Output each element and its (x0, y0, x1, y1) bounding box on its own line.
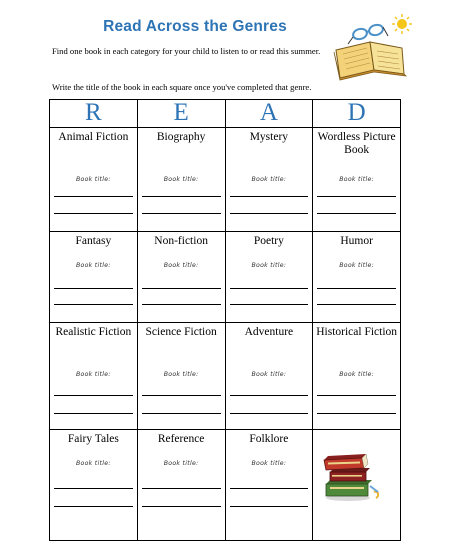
instruction-find: Find one book in each category for your child to listen to or read this summer. (52, 46, 321, 56)
write-line[interactable] (230, 196, 309, 197)
genre-cell-folklore (225, 429, 313, 540)
write-line[interactable] (142, 413, 221, 414)
genre-name: Fairy Tales (67, 432, 119, 445)
grid-letter-a: A (225, 100, 313, 128)
genre-cell-fantasy (50, 232, 138, 322)
page-title: Read Across the Genres (103, 18, 287, 35)
book-title-label: Book title: (163, 370, 199, 378)
genre-cell-historical-fiction (313, 322, 401, 429)
instruction-write: Write the title of the book in each square once you've completed that genre. (52, 82, 312, 92)
write-line[interactable] (142, 304, 221, 305)
genre-name: Mystery (249, 131, 289, 144)
genre-cell-humor (313, 232, 401, 322)
genre-name: Biography (156, 131, 206, 144)
genre-name: Humor (340, 235, 373, 248)
genre-name: Animal Fiction (58, 131, 129, 144)
genre-cell-poetry (225, 232, 313, 322)
genre-name: Historical Fiction (316, 325, 398, 338)
genre-name: Non-fiction (154, 235, 208, 248)
genre-cell-reference (137, 429, 225, 540)
genre-cell-mystery (225, 128, 313, 232)
write-line[interactable] (142, 488, 221, 489)
write-line[interactable] (142, 288, 221, 289)
genre-name: Science Fiction (145, 325, 217, 338)
book-title-label: Book title: (251, 370, 287, 378)
write-line[interactable] (230, 213, 309, 214)
write-line[interactable] (230, 488, 309, 489)
genre-cell-wordless-picture-book (313, 128, 401, 232)
write-line[interactable] (317, 213, 396, 214)
write-line[interactable] (317, 413, 396, 414)
book-title-label: Book title: (163, 459, 199, 467)
book-title-label: Book title: (251, 459, 287, 467)
write-line[interactable] (54, 196, 133, 197)
write-line[interactable] (142, 213, 221, 214)
write-line[interactable] (54, 506, 133, 507)
write-line[interactable] (142, 196, 221, 197)
genre-name: Poetry (253, 235, 284, 248)
write-line[interactable] (317, 395, 396, 396)
genre-name: Wordless Picture Book (317, 131, 396, 157)
genre-cell-non-fiction (137, 232, 225, 322)
grid-letter-d: D (313, 100, 401, 128)
book-title-label: Book title: (75, 176, 111, 184)
book-title-label: Book title: (251, 176, 287, 184)
genre-name: Realistic Fiction (55, 325, 132, 338)
write-line[interactable] (317, 304, 396, 305)
write-line[interactable] (54, 395, 133, 396)
stack-of-books-icon (318, 440, 388, 502)
write-line[interactable] (317, 196, 396, 197)
genre-cell-animal-fiction (50, 128, 138, 232)
book-title-label: Book title: (251, 262, 287, 270)
book-title-label: Book title: (75, 262, 111, 270)
genre-cell-fairy-tales (50, 429, 138, 540)
write-line[interactable] (54, 213, 133, 214)
book-title-label: Book title: (163, 262, 199, 270)
genre-cell-science-fiction (137, 322, 225, 429)
write-line[interactable] (54, 413, 133, 414)
genre-name: Fantasy (75, 235, 112, 248)
write-line[interactable] (230, 288, 309, 289)
book-title-label: Book title: (75, 459, 111, 467)
genre-name: Reference (157, 432, 205, 445)
genre-name: Folklore (249, 432, 289, 445)
open-book-with-glasses-and-sun-icon (330, 12, 416, 82)
write-line[interactable] (54, 304, 133, 305)
grid-letter-r: R (50, 100, 138, 128)
grid-letter-e: E (137, 100, 225, 128)
write-line[interactable] (230, 413, 309, 414)
write-line[interactable] (142, 395, 221, 396)
genre-cell-biography (137, 128, 225, 232)
write-line[interactable] (142, 506, 221, 507)
write-line[interactable] (230, 506, 309, 507)
write-line[interactable] (54, 288, 133, 289)
book-title-label: Book title: (339, 176, 375, 184)
genre-cell-realistic-fiction (50, 322, 138, 429)
book-title-label: Book title: (339, 262, 375, 270)
book-title-label: Book title: (163, 176, 199, 184)
write-line[interactable] (54, 488, 133, 489)
write-line[interactable] (317, 288, 396, 289)
write-line[interactable] (230, 304, 309, 305)
write-line[interactable] (230, 395, 309, 396)
genre-name: Adventure (244, 325, 294, 338)
book-title-label: Book title: (339, 370, 375, 378)
book-title-label: Book title: (75, 370, 111, 378)
genre-cell-adventure (225, 322, 313, 429)
